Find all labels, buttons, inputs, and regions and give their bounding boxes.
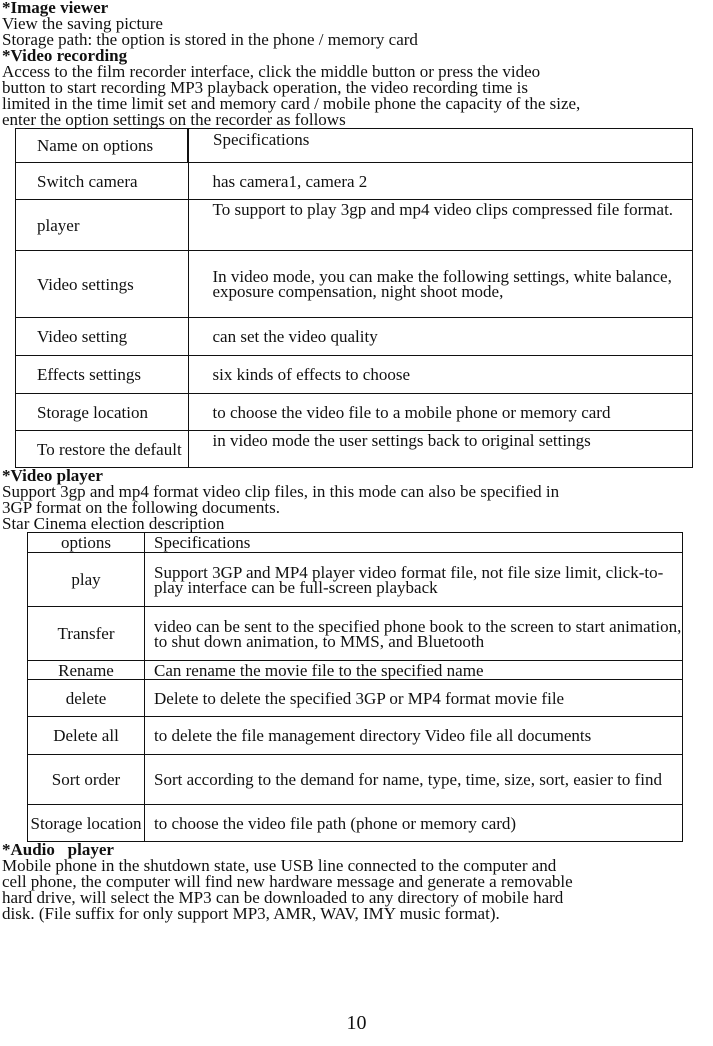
table-row: [16, 356, 693, 394]
image-viewer-section: [0, 0, 713, 48]
audio-player-line: disk. (File suffix for only support MP3, AMR, WAV, IMY music format).: [2, 904, 500, 923]
option-name-cell: Sort order: [28, 755, 145, 805]
option-name-cell: Transfer: [28, 607, 145, 661]
option-spec-cell: Delete to delete the specified 3GP or MP4 format movie file: [145, 680, 683, 717]
table-row: [16, 431, 693, 468]
table-row: [16, 318, 693, 356]
recorder-options-table: [15, 128, 693, 468]
option-name-cell: To restore the default: [16, 431, 189, 468]
video-player-line: Star Cinema election description: [2, 514, 225, 533]
table-row: [16, 394, 693, 431]
table-row: [16, 200, 693, 251]
table-row: [16, 251, 693, 318]
option-name-cell: Storage location: [16, 394, 189, 431]
option-name-cell: player: [16, 200, 189, 251]
audio-player-line: Mobile phone in the shutdown state, use USB line connected to the computer and: [2, 856, 557, 875]
video-player-heading: *Video player: [2, 466, 103, 485]
table-row: [28, 717, 683, 755]
option-spec-cell: Support 3GP and MP4 player video format file, not file size limit, click-to-play interface can be full-screen playback: [145, 553, 683, 607]
audio-player-section: [0, 842, 713, 922]
header-spec-cell: Specifications: [188, 129, 693, 163]
header-spec-cell: Specifications: [145, 533, 683, 553]
option-name-cell: Delete all: [28, 717, 145, 755]
table-row: [16, 163, 693, 200]
option-spec-cell: six kinds of effects to choose: [188, 356, 693, 394]
option-name-cell: play: [28, 553, 145, 607]
video-recording-section: [0, 48, 713, 128]
table-row: [28, 661, 683, 680]
header-name-cell: Name on options: [16, 129, 189, 163]
option-spec-cell: In video mode, you can make the following settings, white balance, exposure compensation, night shoot mode,: [188, 251, 693, 318]
option-spec-cell: to delete the file management directory Video file all documents: [145, 717, 683, 755]
table-row: [28, 755, 683, 805]
video-recording-line: button to start recording MP3 playback operation, the video recording time is: [2, 78, 528, 97]
option-spec-cell: in video mode the user settings back to original settings: [188, 431, 693, 468]
video-player-line: Support 3gp and mp4 format video clip files, in this mode can also be specified in: [2, 482, 560, 501]
option-name-cell: Video setting: [16, 318, 189, 356]
table-row: [28, 553, 683, 607]
option-spec-cell: To support to play 3gp and mp4 video clips compressed file format.: [188, 200, 693, 251]
image-viewer-heading: *Image viewer: [2, 0, 109, 17]
video-recording-line: limited in the time limit set and memory card / mobile phone the capacity of the size,: [2, 94, 581, 113]
option-name-cell: Effects settings: [16, 356, 189, 394]
audio-player-heading: *Audio player: [2, 840, 114, 859]
table-row: [28, 805, 683, 842]
option-spec-cell: Sort according to the demand for name, type, time, size, sort, easier to find: [145, 755, 683, 805]
option-name-cell: Video settings: [16, 251, 189, 318]
header-name-cell: options: [28, 533, 145, 553]
option-name-cell: Storage location: [28, 805, 145, 842]
option-spec-cell: can set the video quality: [188, 318, 693, 356]
option-name-cell: Switch camera: [16, 163, 189, 200]
option-name-cell: Rename: [28, 661, 145, 680]
table-row: [28, 607, 683, 661]
video-recording-line: Access to the film recorder interface, click the middle button or press the video: [2, 62, 541, 81]
image-viewer-line: Storage path: the option is stored in the phone / memory card: [2, 30, 418, 49]
option-spec-cell: to choose the video file to a mobile phone or memory card: [188, 394, 693, 431]
video-recording-heading: *Video recording: [2, 46, 128, 65]
audio-player-line: hard drive, will select the MP3 can be downloaded to any directory of mobile hard: [2, 888, 564, 907]
option-spec-cell: Can rename the movie file to the specified name: [145, 661, 683, 680]
video-player-section: [0, 468, 713, 532]
option-spec-cell: video can be sent to the specified phone book to the screen to start animation, to shut down animation, to MMS, and Bluetooth: [145, 607, 683, 661]
image-viewer-line: View the saving picture: [2, 14, 163, 33]
video-player-line: 3GP format on the following documents.: [2, 498, 280, 517]
table-header-row: [16, 129, 693, 163]
table-header-row: [28, 533, 683, 553]
page-number: 10: [346, 1012, 367, 1034]
video-recording-line: enter the option settings on the recorder as follows: [2, 110, 346, 129]
player-options-table: [27, 532, 683, 842]
option-spec-cell: has camera1, camera 2: [188, 163, 693, 200]
audio-player-line: cell phone, the computer will find new hardware message and generate a removable: [2, 872, 573, 891]
option-spec-cell: to choose the video file path (phone or memory card): [145, 805, 683, 842]
option-name-cell: delete: [28, 680, 145, 717]
table-row: [28, 680, 683, 717]
